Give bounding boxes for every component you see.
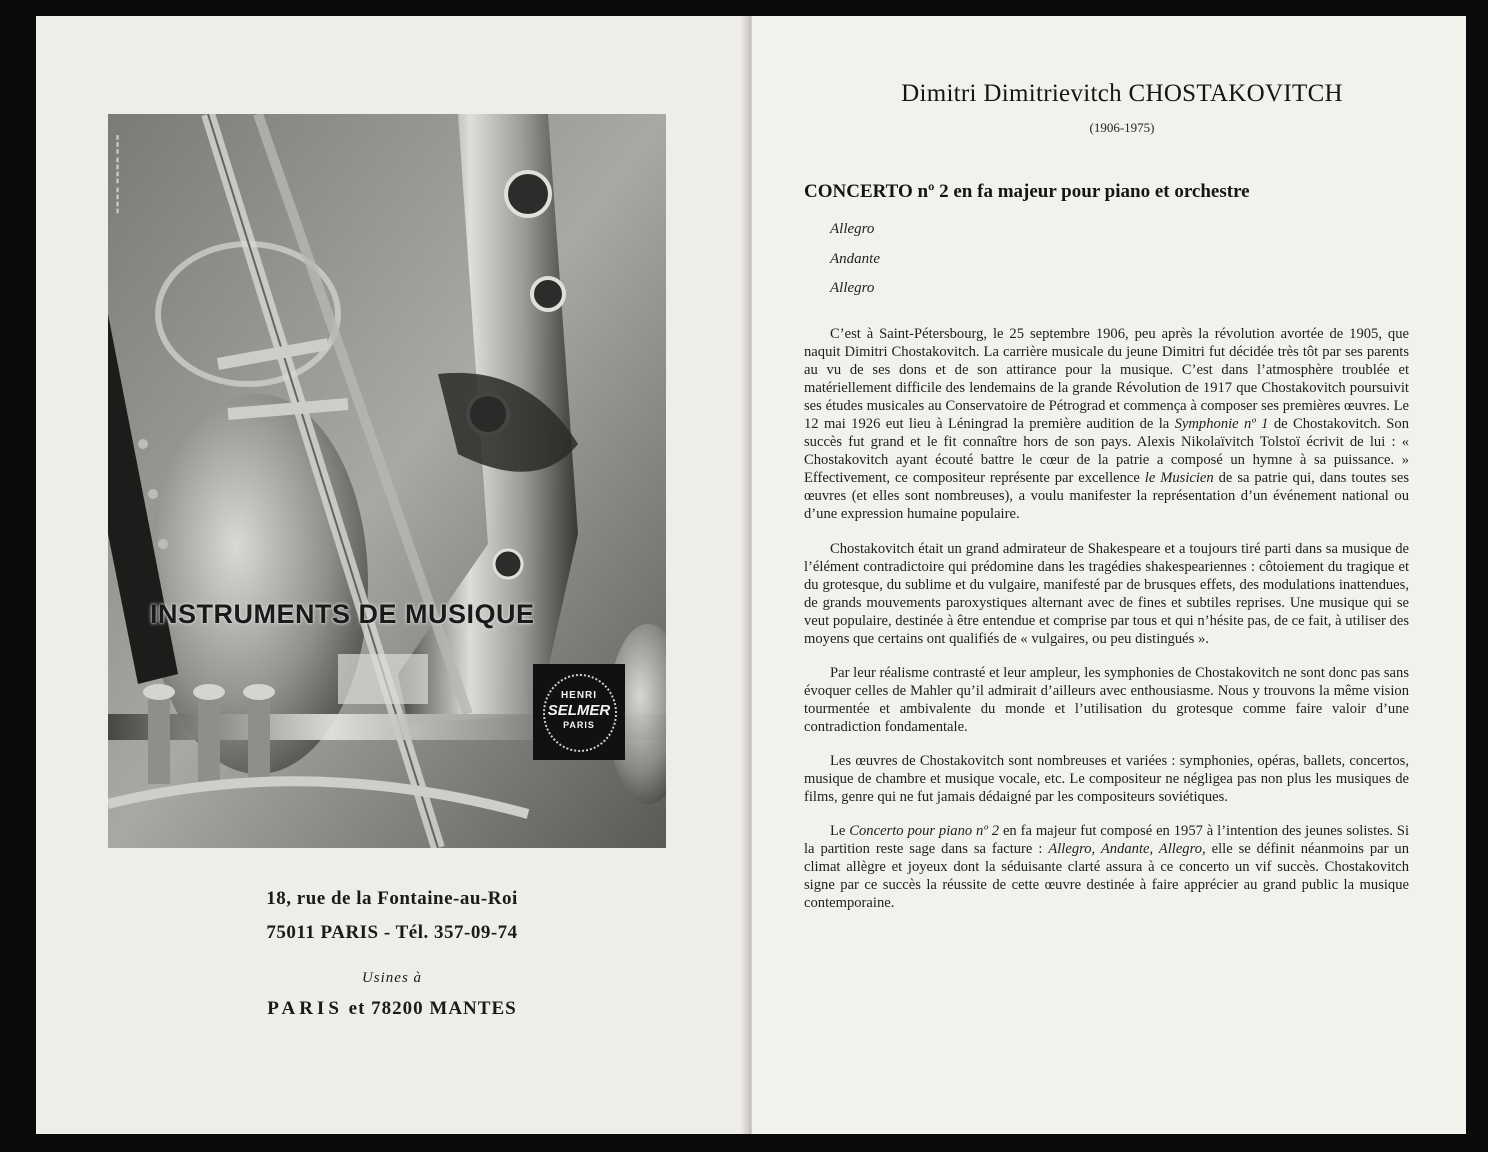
printer-credit: ▮▮▮ ▮▮▮▮ ▮▮▮▮ [114, 134, 120, 215]
paragraph-5: Le Concerto pour piano nº 2 en fa majeur fut composé en 1957 à l’intention des jeunes solistes. Si la partition reste sage dans sa facture : Allegro, Andante, Allegro, elle se définit néanmoins par un climat allègre et joyeux dont la séduisante clarté assura à ce concerto un vif succès. Chostakovitch signe par ce succès la réussite de cette œuvre destinée à faire apprécier au grand public la musique contemporaine. [804, 823, 1410, 912]
instruments-photo [108, 114, 666, 848]
factories-locations [36, 998, 748, 1020]
notes-body [804, 325, 1409, 928]
composer-dates: (1906-1975) [1089, 120, 1155, 135]
left-page-advertisement [36, 16, 748, 1134]
paragraph-3: Par leur réalisme contrasté et leur ampleur, les symphonies de Chostakovitch ne sont donc pas sans évoquer celles de Mahler qu’il admirait d’ailleurs avec enthousiasme. Nous y trouvons la même vision tourmentée et ambivalente du monde et l’utilisation du grotesque comme faire valoir d’une contradiction fondamentale. [804, 664, 1409, 735]
factories-label: Usines à [361, 970, 423, 986]
movement-1: Allegro [830, 221, 875, 237]
ad-city-phone: 75011 PARIS - Tél. 357-09-74 [266, 922, 518, 943]
factories-connector: et [348, 998, 366, 1019]
ad-address: 18, rue de la Fontaine-au-Roi [266, 888, 518, 909]
booklet-spread [36, 16, 1466, 1134]
selmer-logo: HENRI SELMER PARIS [533, 664, 625, 760]
composer-name: Dimitri Dimitrievitch CHOSTAKOVITCH [901, 80, 1343, 107]
factory-city-mantes: 78200 MANTES [371, 998, 517, 1019]
movement-3: Allegro [830, 280, 875, 296]
movement-2: Andante [830, 250, 880, 267]
paragraph-2: Chostakovitch était un grand admirateur de Shakespeare et a toujours tiré parti dans sa musique de l’élément contradictoire qui prédomine dans les tragédies shakespeariennes : côtoiement du tragique et du grotesque, du sublime et du vulgaire, manifesté par de brusques effets, des modulations inattendues, de grands mouvements paroxystiques alternant avec de fines et subtiles reprises. Une musique qui se veut populaire, destinée à être entendue et comprise par tous et qui n’hésite pas, de ce fait, à utiliser des moyens que certains ont qualifiés de « vulgaires, ou peu distingués ». [804, 540, 1409, 647]
factory-city-paris: PARIS [267, 998, 343, 1019]
right-page-programme-notes [752, 16, 1466, 1134]
paragraph-1: C’est à Saint-Pétersbourg, le 25 septembre 1906, peu après la révolution avortée de 1905, que naquit Dimitri Chostakovitch. La carrière musicale du jeune Dimitri fut décidée très tôt par ses parents au vu de ses dons et de son attirance pour la musique. C’est dans l’atmosphère troublée et matériellement difficile des lendemains de la grande Révolution de 1917 que Chostakovitch poursuivit ses études musicales au Conservatoire de Pétrograd et commença à composer ses premières œuvres. Le 12 mai 1926 eut lieu à Léningrad la première audition de la Symphonie nº 1 de Chostakovitch. Son succès fut grand et le fit connaître hors de son pays. Alexis Nikolaïvitch Tolstoï écrivit de lui : « Chostakovitch ayant écouté battre le cœur de la patrie a composé un hymne à sa puissance. » Effectivement, ce compositeur représente par excellence le Musicien de sa patrie qui, dans toutes ses œuvres (et elles sont nombreuses), a voulu manifester la représentation d’un événement national ou d’une expression humaine populaire. [804, 326, 1409, 523]
movement-list [830, 221, 880, 310]
paragraph-4: Les œuvres de Chostakovitch sont nombreuses et variées : symphonies, opéras, ballets, concertos, musique de chambre et musique vocale, etc. Le compositeur ne négligea pas non plus les musiques de films, genre qui ne fut jamais dédaigné par les compositeurs soviétiques. [804, 752, 1409, 806]
work-title: CONCERTO nº 2 en fa majeur pour piano et orchestre [804, 181, 1250, 202]
ad-headline: INSTRUMENTS DE MUSIQUE [150, 599, 535, 629]
